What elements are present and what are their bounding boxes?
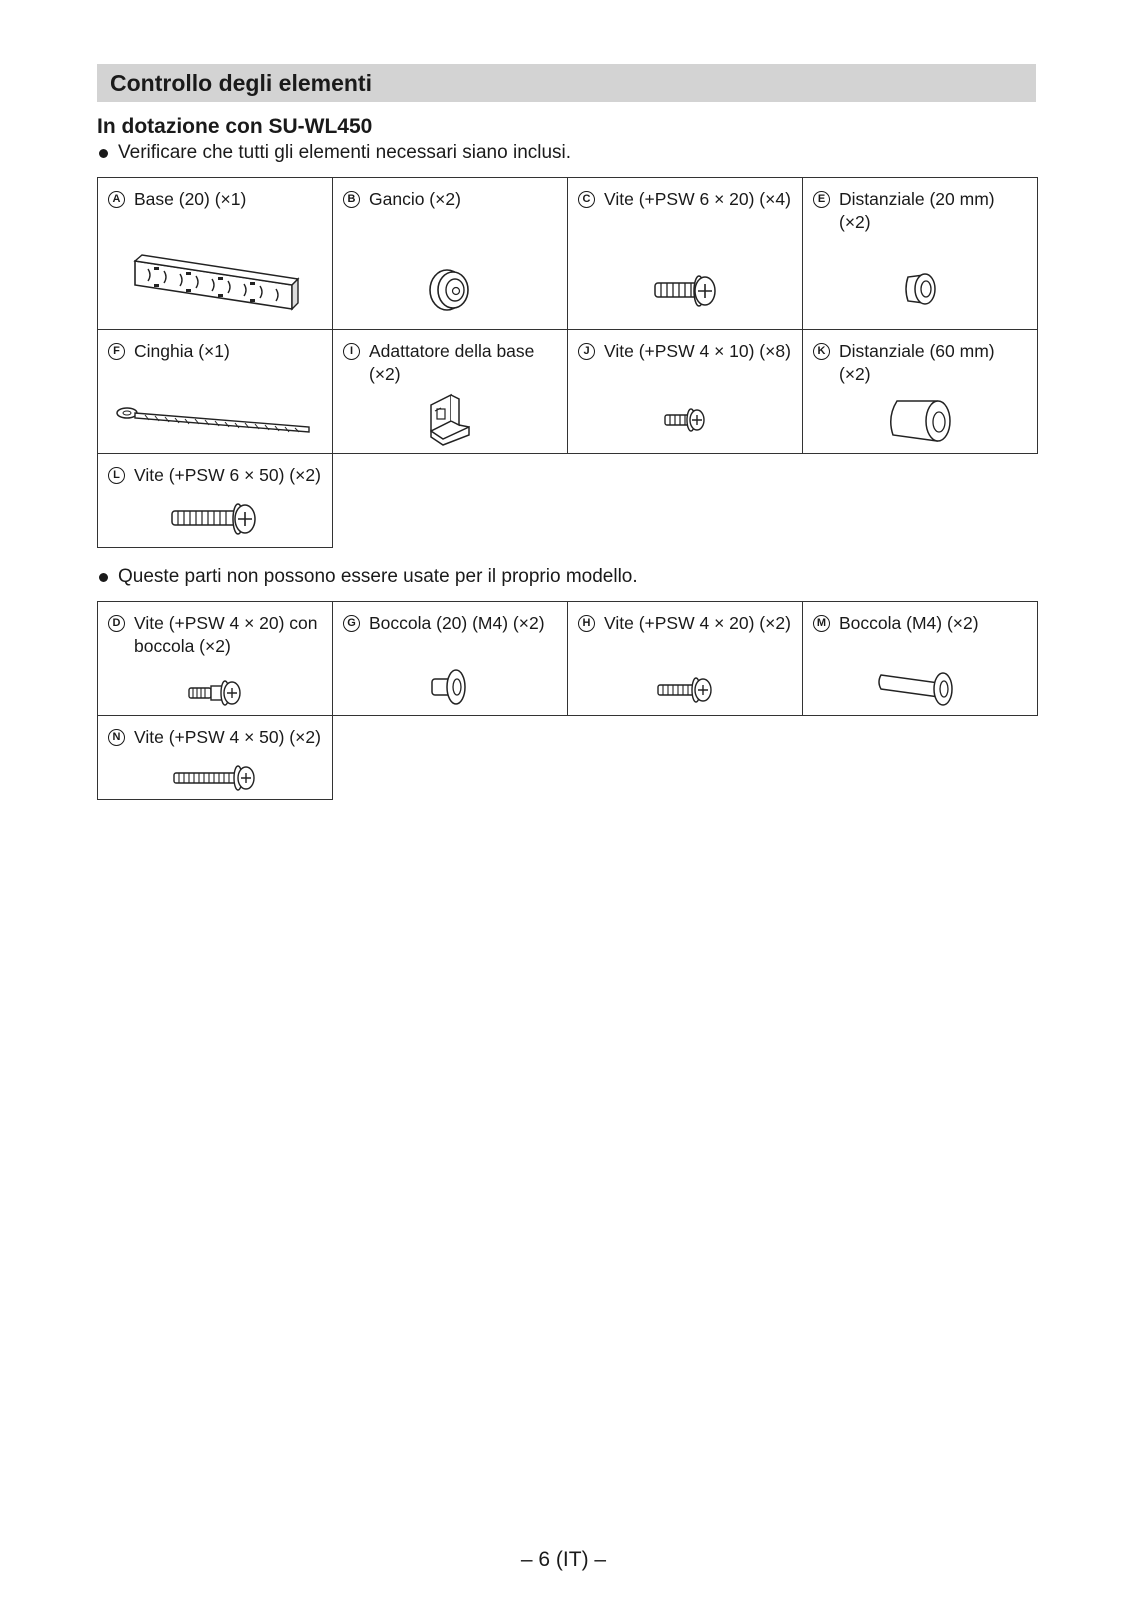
part-letter: A (108, 191, 125, 208)
empty-cell (333, 716, 568, 800)
bullet-unused (97, 566, 638, 588)
unused-parts-table (97, 601, 1038, 800)
part-letter: F (108, 343, 125, 360)
bushing-long-icon (877, 667, 963, 707)
part-label: Vite (+PSW 6 × 50) (×2) (134, 465, 321, 485)
part-label: Cinghia (×1) (134, 341, 230, 361)
part-label: Vite (+PSW 4 × 20) (×2) (604, 613, 791, 633)
empty-cell (568, 454, 803, 548)
part-cell-J (568, 330, 803, 454)
supplied-parts-table (97, 177, 1038, 548)
base-bracket-icon (130, 251, 300, 321)
part-letter: N (108, 729, 125, 746)
spacer-icon (900, 269, 940, 309)
empty-cell (803, 716, 1038, 800)
part-letter: C (578, 191, 595, 208)
part-letter: L (108, 467, 125, 484)
part-letter: B (343, 191, 360, 208)
part-label: Adattatore della base (×2) (369, 341, 535, 384)
part-label: Vite (+PSW 4 × 10) (×8) (604, 341, 791, 361)
part-letter: H (578, 615, 595, 632)
part-cell-D (98, 602, 333, 716)
note-included: Verificare che tutti gli elementi necessari siano inclusi. (118, 142, 572, 163)
empty-cell (803, 454, 1038, 548)
part-letter: I (343, 343, 360, 360)
part-label: Boccola (20) (M4) (×2) (369, 613, 545, 633)
part-label: Base (20) (×1) (134, 189, 247, 209)
part-cell-C (568, 178, 803, 330)
section-title: Controllo degli elementi (110, 70, 372, 96)
section-header-bar (97, 64, 1036, 102)
part-cell-M (803, 602, 1038, 716)
empty-cell (333, 454, 568, 548)
part-cell-F (98, 330, 333, 454)
part-label: Distanziale (60 mm) (×2) (839, 341, 995, 384)
screw-icon (656, 675, 714, 705)
bullet-dot (99, 149, 108, 158)
part-cell-A (98, 178, 333, 330)
part-letter: J (578, 343, 595, 360)
part-letter: K (813, 343, 830, 360)
screw-icon (663, 407, 707, 433)
part-cell-B (333, 178, 568, 330)
part-label: Vite (+PSW 6 × 20) (×4) (604, 189, 791, 209)
screw-long-icon (170, 499, 260, 539)
part-letter: G (343, 615, 360, 632)
part-cell-I (333, 330, 568, 454)
bushing-icon (428, 667, 472, 707)
empty-cell (568, 716, 803, 800)
belt-icon (115, 403, 315, 439)
base-adapter-icon (425, 391, 475, 447)
part-label: Vite (+PSW 4 × 50) (×2) (134, 727, 321, 747)
part-cell-E (803, 178, 1038, 330)
part-label: Distanziale (20 mm) (×2) (839, 189, 995, 232)
part-cell-K (803, 330, 1038, 454)
subtitle: In dotazione con SU-WL450 (97, 115, 373, 138)
part-label: Gancio (×2) (369, 189, 461, 209)
bullet-included (97, 142, 571, 164)
spacer-long-icon (883, 395, 957, 445)
screw-bushing-icon (187, 679, 243, 707)
part-label: Vite (+PSW 4 × 20) con boccola (×2) (134, 613, 318, 656)
hook-icon (425, 265, 475, 315)
part-cell-N (98, 716, 333, 800)
bullet-dot (99, 573, 108, 582)
part-cell-H (568, 602, 803, 716)
part-letter: D (108, 615, 125, 632)
part-label: Boccola (M4) (×2) (839, 613, 979, 633)
part-cell-L (98, 454, 333, 548)
part-letter: E (813, 191, 830, 208)
part-letter: M (813, 615, 830, 632)
screw-long-icon (172, 763, 258, 793)
part-cell-G (333, 602, 568, 716)
page-number: – 6 (IT) – (520, 1548, 607, 1571)
note-unused: Queste parti non possono essere usate per il proprio modello. (118, 566, 638, 587)
screw-icon (653, 271, 717, 311)
